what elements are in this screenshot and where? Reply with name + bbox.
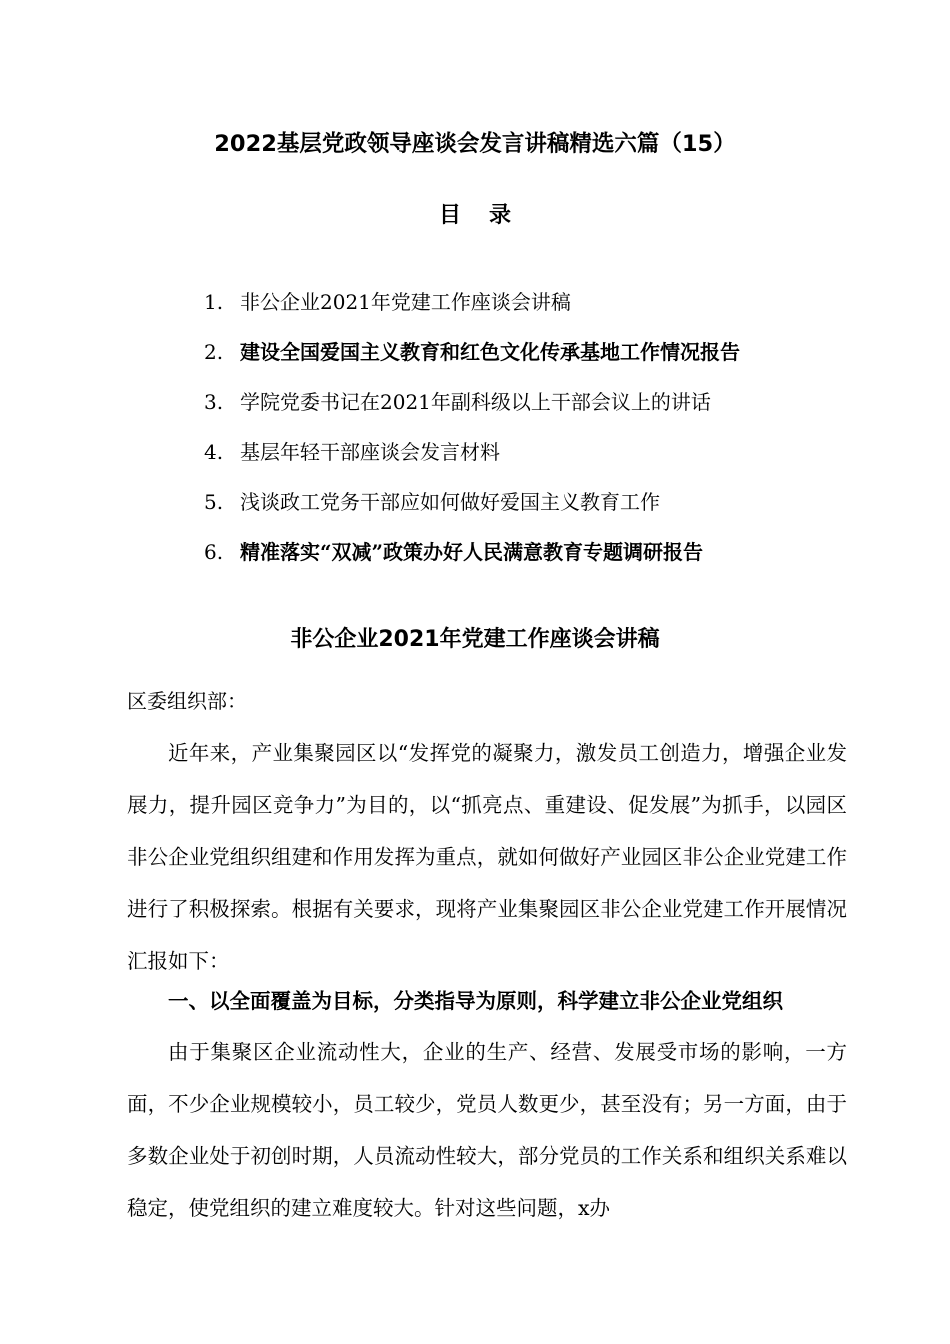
toc-item-number: 6. [204,540,224,564]
body-paragraph: 近年来，产业集聚园区以“发挥党的凝聚力，激发员工创造力，增强企业发展力，提升园区竞争力”为目的，以“抓亮点、重建设、促发展”为抓手，以园区非公企业党组织组建和作用发挥为重点，就如何做好产业园区非公企业党建工作进行了积极探索。根据有关要求，现将产业集聚园区非公企业党建工作开展情况汇报如下： [127,741,847,973]
toc-heading: 目录 [438,203,539,228]
toc-item [204,282,740,332]
toc-item-text: 浅谈政工党务干部应如何做好爱国主义教育工作 [240,490,660,514]
toc-item-number: 4. [204,440,224,464]
toc-item-number: 3. [204,390,224,414]
table-of-contents [204,282,740,582]
document-title: 2022基层党政领导座谈会发言讲稿精选六篇（15） [214,131,736,157]
toc-item [204,432,740,482]
toc-item-text: 基层年轻干部座谈会发言材料 [240,440,500,464]
section-title: 非公企业2021年党建工作座谈会讲稿 [290,627,660,652]
toc-item-number: 2. [204,340,224,364]
toc-item-text: 建设全国爱国主义教育和红色文化传承基地工作情况报告 [240,340,740,364]
salutation: 区委组织部： [127,689,247,713]
toc-item-number: 1. [204,290,224,314]
toc-item-text: 精准落实“双减”政策办好人民满意教育专题调研报告 [240,540,704,564]
toc-item [204,382,740,432]
toc-item-text: 非公企业2021年党建工作座谈会讲稿 [240,290,571,314]
toc-item [204,332,740,382]
toc-item-number: 5. [204,490,224,514]
toc-item [204,532,740,582]
toc-item [204,482,740,532]
toc-item-text: 学院党委书记在2021年副科级以上干部会议上的讲话 [240,390,711,414]
section-heading: 一、以全面覆盖为目标，分类指导为原则，科学建立非公企业党组织 [168,989,783,1013]
body-paragraph: 由于集聚区企业流动性大，企业的生产、经营、发展受市场的影响，一方面，不少企业规模较小，员工较少，党员人数更少，甚至没有；另一方面，由于多数企业处于初创时期，人员流动性较大，部分党员的工作关系和组织关系难以稳定，使党组织的建立难度较大。针对这些问题，x办 [127,1040,847,1220]
